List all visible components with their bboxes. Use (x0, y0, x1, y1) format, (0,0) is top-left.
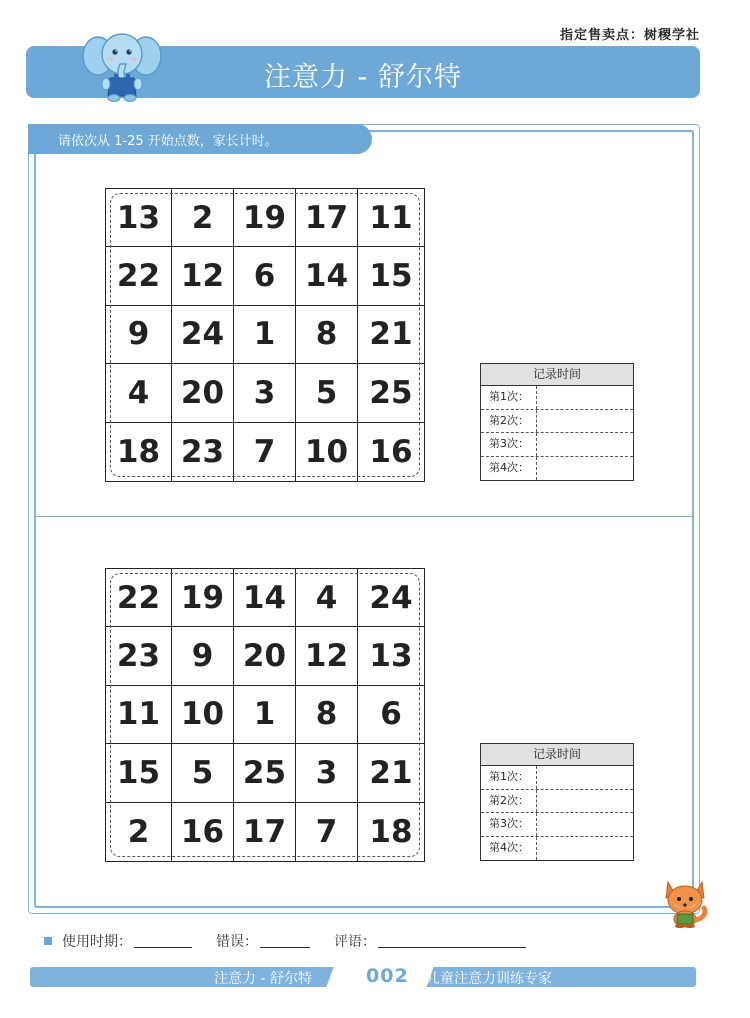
grid-cell[interactable]: 24 (358, 569, 424, 627)
grid-cell[interactable]: 7 (296, 803, 358, 861)
attempt-time-field[interactable] (537, 790, 633, 813)
grid-cell[interactable]: 1 (234, 686, 296, 744)
usage-period-field[interactable] (134, 934, 192, 948)
record-row (481, 790, 633, 814)
elephant-mascot-icon (82, 26, 162, 102)
grid-cell[interactable]: 4 (296, 569, 358, 627)
section-divider (35, 516, 693, 517)
record-time-table-2 (480, 743, 634, 861)
attempt-time-field[interactable] (537, 386, 633, 409)
attempt-time-field[interactable] (537, 813, 633, 836)
grid-cell[interactable]: 22 (106, 569, 172, 627)
grid-cell[interactable]: 14 (296, 247, 358, 305)
grid-cell[interactable]: 6 (358, 686, 424, 744)
grid-cell[interactable]: 8 (296, 306, 358, 364)
grid-cell[interactable]: 21 (358, 744, 424, 802)
instruction-text: 请依次从 1-25 开始点数，家长计时。 (58, 134, 278, 149)
grid-cell[interactable]: 19 (234, 189, 296, 247)
grid-cell[interactable]: 10 (296, 423, 358, 481)
grid-cell[interactable]: 20 (234, 627, 296, 685)
grid-cell[interactable]: 16 (369, 433, 413, 470)
record-time-title: 记录时间 (481, 744, 633, 766)
record-row (481, 813, 633, 837)
grid-cell[interactable]: 17 (296, 189, 358, 247)
grid-cell[interactable]: 14 (234, 569, 296, 627)
grid-cell[interactable]: 8 (296, 686, 358, 744)
grid-cell[interactable]: 19 (172, 569, 234, 627)
record-row (481, 766, 633, 790)
footer-title: 注意力 - 舒尔特 (214, 971, 312, 987)
record-row (481, 433, 633, 457)
comment-label: 评语： (334, 934, 376, 950)
record-row (481, 386, 633, 410)
attempt-time-field[interactable] (537, 410, 633, 433)
attempt-time-field[interactable] (537, 457, 633, 481)
record-time-table-1 (480, 363, 634, 481)
attempt-label: 第2次： (481, 410, 537, 433)
schulte-grid-1 (105, 188, 425, 482)
attempt-label: 第4次： (481, 837, 537, 861)
footer-bar (30, 967, 696, 987)
grid-cell[interactable]: 9 (172, 627, 234, 685)
grid-cell[interactable]: 13 (106, 189, 172, 247)
grid-cell[interactable]: 21 (358, 306, 424, 364)
record-row (481, 410, 633, 434)
grid-cell[interactable]: 18 (106, 423, 172, 481)
grid-cell[interactable]: 15 (358, 247, 424, 305)
schulte-grid-2 (105, 568, 425, 862)
grid-cell[interactable]: 10 (172, 686, 234, 744)
page-title: 注意力 - 舒尔特 (264, 62, 462, 93)
errors-label: 错误： (216, 934, 258, 950)
grid-cell[interactable]: 1 (234, 306, 296, 364)
grid-cell[interactable]: 22 (106, 247, 172, 305)
bullet-square-icon (44, 937, 52, 945)
designated-seller-text: 指定售卖点：树稷学社 (559, 28, 700, 43)
attempt-label: 第4次： (481, 457, 537, 481)
page-number: 002 (366, 965, 409, 987)
grid-cell[interactable]: 23 (106, 627, 172, 685)
attempt-time-field[interactable] (537, 433, 633, 456)
errors-field[interactable] (260, 934, 310, 948)
grid-cell[interactable]: 5 (172, 744, 234, 802)
grid-cell[interactable]: 2 (106, 803, 172, 861)
grid-cell[interactable]: 16 (172, 803, 234, 861)
record-row (481, 837, 633, 861)
grid-cell[interactable]: 20 (172, 364, 234, 422)
grid-cell[interactable]: 18 (369, 813, 413, 850)
grid-cell[interactable]: 12 (296, 627, 358, 685)
attempt-label: 第1次： (481, 386, 537, 409)
attempt-time-field[interactable] (537, 837, 633, 861)
grid-cell[interactable]: 13 (358, 627, 424, 685)
footer-slogan: 儿童注意力训练专家 (426, 971, 552, 987)
grid-cell[interactable]: 7 (234, 423, 296, 481)
grid-cell[interactable]: 11 (106, 686, 172, 744)
grid-cell[interactable]: 4 (106, 364, 172, 422)
fox-mascot-icon (660, 876, 710, 928)
grid-cell[interactable]: 6 (234, 247, 296, 305)
comment-field[interactable] (378, 934, 526, 948)
grid-cell[interactable]: 25 (234, 744, 296, 802)
grid-cell[interactable]: 5 (296, 364, 358, 422)
grid-cell[interactable]: 15 (106, 744, 172, 802)
grid-cell[interactable]: 24 (172, 306, 234, 364)
attempt-label: 第2次： (481, 790, 537, 813)
record-time-title: 记录时间 (481, 364, 633, 386)
grid-cell[interactable]: 25 (358, 364, 424, 422)
usage-period-label: 使用时期： (62, 934, 132, 950)
grid-cell[interactable]: 23 (172, 423, 234, 481)
attempt-label: 第1次： (481, 766, 537, 789)
grid-cell[interactable]: 11 (358, 189, 424, 247)
attempt-label: 第3次： (481, 433, 537, 456)
grid-cell[interactable]: 9 (106, 306, 172, 364)
instruction-tab (28, 124, 372, 154)
attempt-label: 第3次： (481, 813, 537, 836)
attempt-time-field[interactable] (537, 766, 633, 789)
grid-cell[interactable]: 12 (172, 247, 234, 305)
record-row (481, 457, 633, 481)
usage-info-row (44, 931, 526, 951)
grid-cell[interactable]: 3 (234, 364, 296, 422)
grid-cell[interactable]: 3 (296, 744, 358, 802)
grid-cell[interactable]: 17 (234, 803, 296, 861)
grid-cell[interactable]: 2 (172, 189, 234, 247)
